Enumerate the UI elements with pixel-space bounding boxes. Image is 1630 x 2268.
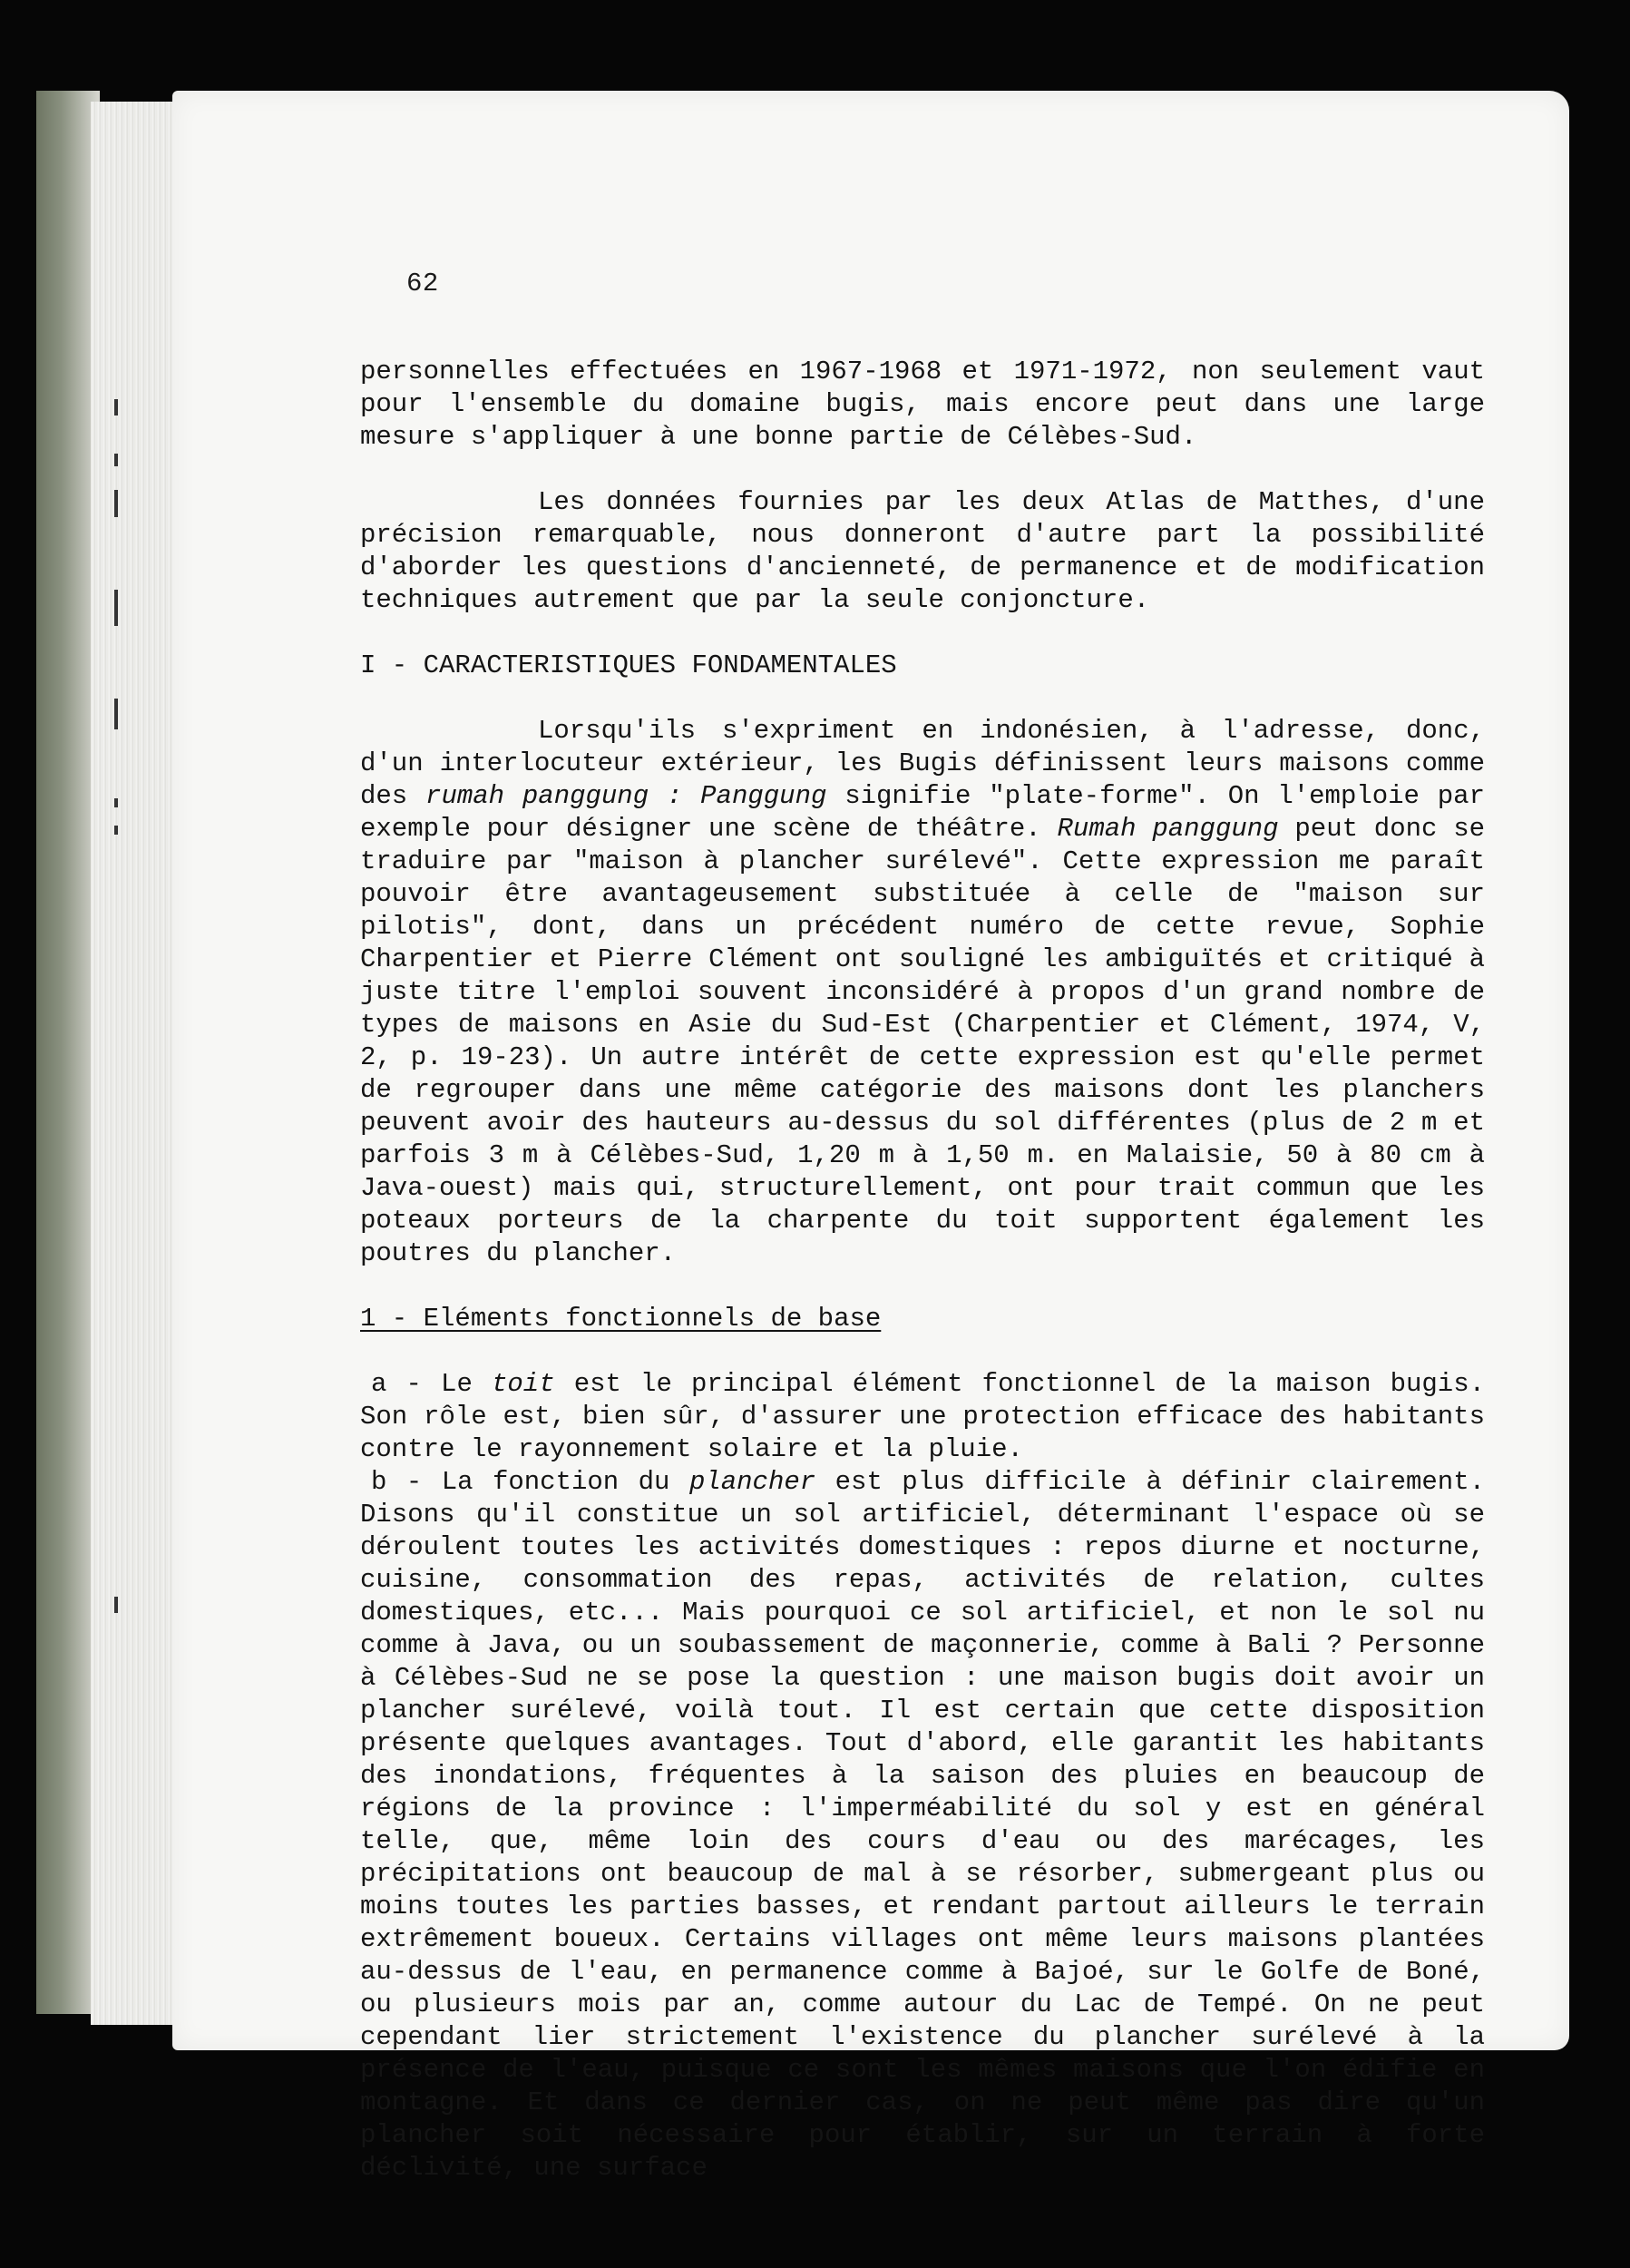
paragraph-text: peut donc se traduire par "maison à plancher surélevé". Cette expression me paraît pouvoir être avantageusement substituée à celle de "maison sur pilotis", dont, dans un précédent numéro de cette revue, Sophie Charpentier et Pierre Clément ont souligné les ambiguïtés et critiqué à juste titre l'emploi souvent inconsidéré à propos d'un grand nombre de types de maisons en Asie du Sud-Est (Charpentier et Clément, 1974, V, 2, p. 19-23). Un autre intérêt de cette expression est qu'elle permet de regrouper dans une même catégorie des maisons dont les planchers peuvent avoir des hauteurs au-dessus du sol différentes (plus de 2 m et parfois 3 m à Célèbes-Sud, 1,20 m à 1,50 m. en Malaisie, 50 à 80 cm à Java-ouest) mais qui, structurellement, ont pour trait commun que les poteaux porteurs de la charpente du toit supportent également les poutres du plancher. [360,814,1486,1268]
term-rumah-panggung: Rumah panggung [1057,814,1279,844]
paragraph-plancher [360,1466,1485,2185]
page-number: 62 [406,269,439,298]
paragraph-text: est plus difficile à définir clairement. Disons qu'il constitue un sol artificiel, déterminant l'espace où se déroulent toutes les activités domestiques : repos diurne et nocturne, cuisine, consommation des repas, activités de relation, cultes domestiques, etc... Mais pourquoi ce sol artificiel, et non le sol nu comme à Java, ou un soubassement de maçonnerie, comme à Bali ? Personne à Célèbes-Sud ne se pose la question : une maison bugis doit avoir un plancher surélevé, voilà tout. Il est certain que cette disposition présente quelques avantages. Tout d'abord, elle garantit les habitants des inondations, fréquentes à la saison des pluies en beaucoup de régions de la province : l'imperméabilité du sol y est en général telle, que, même loin des cours d'eau ou des marécages, les précipitations ont beaucoup de mal à se résorber, submergeant plus ou moins toutes les parties basses, et rendant partout ailleurs le terrain extrêmement boueux. Certains villages ont même leurs maisons plantées au-dessus de l'eau, en permanence comme à Bajoé, sur le Golfe de Boné, ou plusieurs mois par an, comme autour du Lac de Tempé. On ne peut cependant lier strictement l'existence du plancher surélevé à la présence de l'eau, puisque ce sont les mêmes maisons que l'on édifie en montagne. Et dans ce dernier cas, on ne peut même pas dire qu'un plancher soit nécessaire pour établir, sur un terrain à forte déclivité, une surface [360,1467,1486,2183]
margin-marks [111,399,125,1615]
paragraph-text: a - Le [371,1369,473,1399]
paragraph-text: signifie "plate-forme". On l'emploie par exemple pour désigner une scène de théâtre. [360,781,1485,844]
paragraph-panggung [360,715,1485,1270]
paragraph-intro: personnelles effectuées en 1967-1968 et 1971-1972, non seulement vaut pour l'ensemble du domaine bugis, mais encore peut dans une large mesure s'appliquer à une bonne partie de Célèbes-Sud. [360,357,1485,452]
paragraph-toit [360,1368,1485,1466]
body-text [360,356,1485,2185]
paragraph-text: est le principal élément fonctionnel de la maison bugis. Son rôle est, bien sûr, d'assurer une protection efficace des habitants contre le rayonnement solaire et la pluie. [360,1369,1486,1464]
term-toit: toit [491,1369,555,1399]
paragraph-text: Lorsqu'ils s'expriment en indonésien, à l'adresse, donc, d'un interlocuteur extérieur, les Bugis définissent leurs maisons comme des [360,716,1485,811]
term-rumah-panggung: rumah panggung : Panggung [425,781,827,811]
term-plancher: plancher [688,1467,816,1497]
paragraph-atlas: Les données fournies par les deux Atlas de Matthes, d'une précision remarquable, nous donneront d'autre part la possibilité d'aborder les questions d'ancienneté, de permanence et de modification techniques autrement que par la seule conjoncture. [360,487,1485,615]
subsection-heading: 1 - Eléments fonctionnels de base [360,1304,882,1334]
paragraph-text: b - La fonction du [371,1467,670,1497]
section-heading: I - CARACTERISTIQUES FONDAMENTALES [360,650,897,680]
